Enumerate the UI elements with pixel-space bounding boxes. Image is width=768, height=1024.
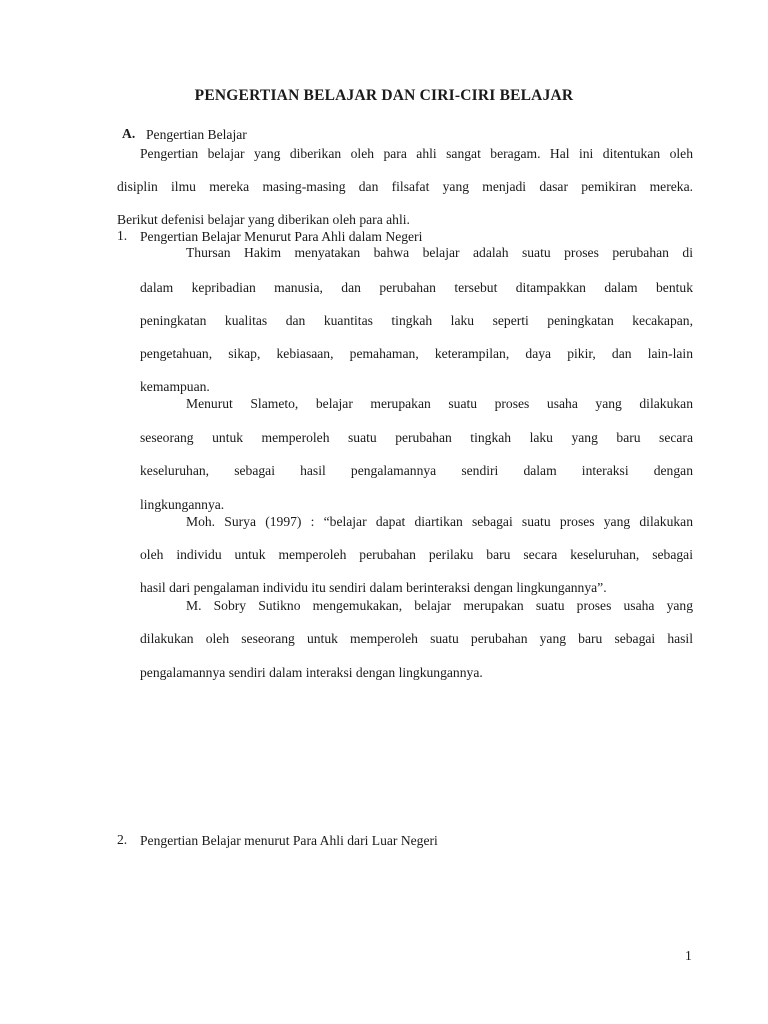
para2-line-3: keseluruhan, sebagai hasil pengalamannya sendiri dalam interaksi dengan xyxy=(140,463,693,478)
para3-line-1: Moh. Surya (1997) : “belajar dapat diartikan sebagai suatu proses yang dilakukan xyxy=(186,514,693,529)
para1-line-2: dalam kepribadian manusia, dan perubahan tersebut ditampakkan dalam bentuk xyxy=(140,280,693,295)
document-title: PENGERTIAN BELAJAR DAN CIRI-CIRI BELAJAR xyxy=(194,87,574,104)
para1-line-1: Thursan Hakim menyatakan bahwa belajar adalah suatu proses perubahan di xyxy=(186,245,693,260)
para3-line-2: oleh individu untuk memperoleh perubahan perilaku baru secara keseluruhan, sebagai xyxy=(140,547,693,562)
page-number: 1 xyxy=(685,948,692,963)
item-1-heading: Pengertian Belajar Menurut Para Ahli dalam Negeri xyxy=(140,229,423,244)
para2-line-1: Menurut Slameto, belajar merupakan suatu proses usaha yang dilakukan xyxy=(186,396,693,411)
para2-line-4: lingkungannya. xyxy=(140,497,225,512)
item-1-number: 1. xyxy=(117,228,128,243)
section-a-letter: A. xyxy=(122,126,136,141)
para1-line-5: kemampuan. xyxy=(140,379,210,394)
para4-line-1: M. Sobry Sutikno mengemukakan, belajar merupakan suatu proses usaha yang xyxy=(186,598,693,613)
item-2-number: 2. xyxy=(117,832,128,847)
intro-line-3: Berikut defenisi belajar yang diberikan oleh para ahli. xyxy=(117,212,410,227)
section-a-heading: Pengertian Belajar xyxy=(146,127,247,142)
para2-line-2: seseorang untuk memperoleh suatu perubahan tingkah laku yang baru secara xyxy=(140,430,693,445)
para4-line-3: pengalamannya sendiri dalam interaksi dengan lingkungannya. xyxy=(140,665,483,680)
intro-line-1: Pengertian belajar yang diberikan oleh para ahli sangat beragam. Hal ini ditentukan oleh xyxy=(140,146,693,161)
para4-line-2: dilakukan oleh seseorang untuk memperoleh suatu perubahan yang baru sebagai hasil xyxy=(140,631,693,646)
para3-line-3: hasil dari pengalaman individu itu sendiri dalam berinteraksi dengan lingkungannya”. xyxy=(140,580,607,595)
item-2-heading: Pengertian Belajar menurut Para Ahli dari Luar Negeri xyxy=(140,833,438,848)
intro-line-2: disiplin ilmu mereka masing-masing dan filsafat yang menjadi dasar pemikiran mereka. xyxy=(117,179,693,194)
para1-line-4: pengetahuan, sikap, kebiasaan, pemahaman, keterampilan, daya pikir, dan lain-lain xyxy=(140,346,693,361)
para1-line-3: peningkatan kualitas dan kuantitas tingkah laku seperti peningkatan kecakapan, xyxy=(140,313,693,328)
